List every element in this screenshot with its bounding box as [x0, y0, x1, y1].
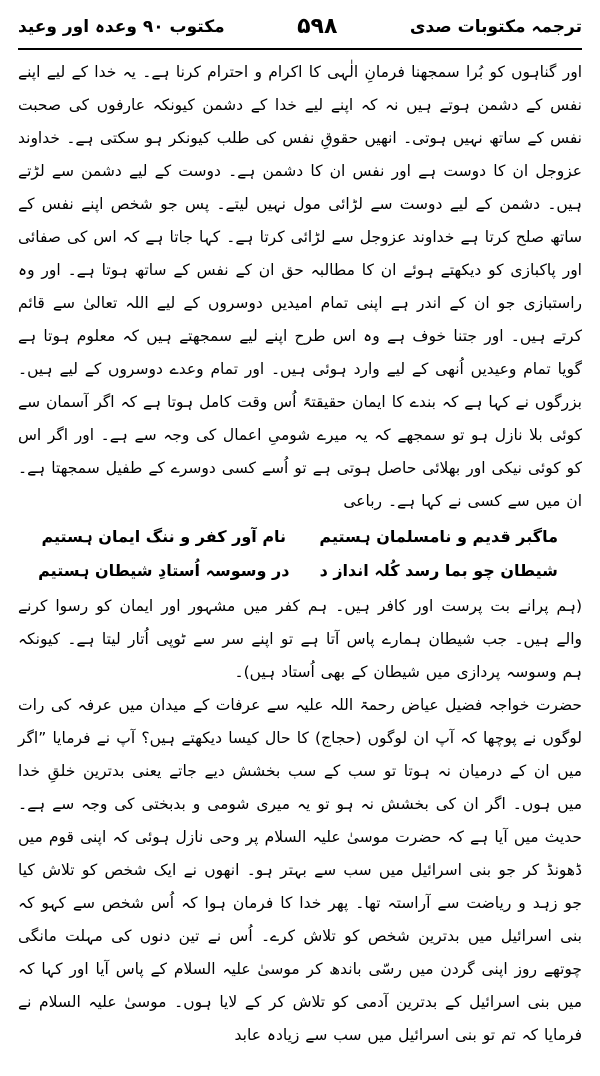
paragraph: اور گناہوں کو بُرا سمجھنا فرمانِ الٰہی کا اکرام و احترام کرنا ہے۔ یہ خدا کے لیے اپنے نفس کے دشمن ہوتے ہیں نہ کہ اپنے لیے خدا کے دشمن کیونکہ عارفوں کی صحبت نفس کے ساتھ نہیں ہوتی۔ انھیں حقوقِ نفس کی طلب کیونکر ہو سکتی ہے۔ خداوند عزوجل ان کا دوست ہے اور نفس ان کا دشمن ہے۔ دوست کے لیے دشمن سے لڑتے ہیں۔ دشمن کے لیے دوست سے لڑائی مول نہیں لیتے۔ پس جو شخص اپنے نفس کے ساتھ صلح کرتا ہے خداوند عزوجل سے لڑائی کرتا ہے۔ کہا جاتا ہے کہ اس کی صفائی اور پاکبازی کو دیکھتے ہوئے ان کا مطالبہ حق ان کے نفس کے ساتھ ہوتا ہے۔ اور وہ راستبازی جو ان کے اندر ہے اپنی تمام امیدیں دوسروں کے لیے اللہ تعالیٰ سے قائم کرتے ہیں۔ اور جتنا خوف ہے وہ اس طرح اپنے لیے سمجھتے ہیں کہ معلوم ہوتا ہے گویا تمام وعیدیں اُنھی کے لیے وارد ہوئی ہیں۔ اور تمام وعدے دوسروں کے لیے ہیں۔ بزرگوں نے کہا ہے کہ بندے کا ایمان حقیقتہً اُس وقت کامل ہوتا ہے کہ اگر آسمان سے کوئی بلا نازل ہو تو سمجھے کہ یہ میرے شومیِ اعمال کی وجہ سے ہے۔ اور اگر اس کو کوئی نیکی اور بھلائی حاصل ہوتی ہے تو اُسے کسی دوسرے کے طفیل سمجھتا ہے۔ ان میں سے کسی نے کہا ہے۔ رباعی: [18, 63, 582, 510]
body-text-continued: [18, 590, 582, 1052]
paragraph: حضرت خواجہ فضیل عیاض رحمۃ اللہ علیہ سے عرفات کے میدان میں عرفہ کی رات لوگوں نے پوچھا کہ آپ ان لوگوں (حجاج) کا حال کیسا دیکھتے ہیں؟ آپ نے فرمایا ”اگر میں ان کے درمیان نہ ہوتا تو سب کے سب بخشش دیے جاتے یعنی بدترین خلقِ خدا میں ہوں۔ اگر ان کی بخشش نہ ہو تو یہ میری شومی و بدبختی کی وجہ سے ہے۔ حدیث میں آیا ہے کہ حضرت موسیٰ علیہ السلام پر وحی نازل ہوئی کہ اپنی قوم میں ڈھونڈ کر جو بنی اسرائیل میں سب سے بہتر ہو۔ انھوں نے ایک شخص کو تلاش کیا جو زہد و ریاضت سے آراستہ تھا۔ پھر خدا کا فرمان ہوا کہ اُس شخص سے کہو کہ بنی اسرائیل میں بدترین شخص کو تلاش کرے۔ اُس نے تین دنوں کی مہلت مانگی چوتھے روز اپنی گردن میں رسّی باندھ کر موسیٰ علیہ السلام کے پاس آیا اور کہا کہ میں بنی اسرائیل کے بدترین آدمی کو تلاش کر کے لایا ہوں۔ موسیٰ علیہ السلام نے فرمایا کہ تم تو بنی اسرائیل میں سب سے زیادہ عابد: [18, 696, 582, 1044]
book-title: ترجمہ مکتوبات صدی: [409, 16, 582, 37]
paragraph: (ہم پرانے بت پرست اور کافر ہیں۔ ہم کفر میں مشہور اور ایمان کو رسوا کرنے والے ہیں۔ جب شیطان ہمارے پاس آتا ہے تو اپنے سر سے ٹوپی اُتار لیتا ہے۔ کیونکہ ہم وسوسہ پردازی میں شیطان کے بھی اُستاد ہیں)۔: [18, 597, 582, 681]
header-rule: [18, 48, 582, 50]
verse-line: در وسوسہ اُستادِ شیطان ہستیم: [38, 561, 290, 580]
rubai-verse: [18, 520, 582, 588]
body-text: [18, 56, 582, 518]
verse-line: ماگبر قدیم و نامسلمان ہستیم: [319, 527, 558, 546]
page-header: [18, 8, 582, 44]
verse-line: شیطان چو بما رسد کُلہ انداز د: [319, 561, 558, 580]
letter-title: مکتوب ۹۰ وعدہ اور وعید: [18, 16, 225, 37]
verse-line: نام آور کفر و ننگ ایمان ہستیم: [41, 527, 287, 546]
page-number: ۵۹۸: [297, 13, 338, 39]
